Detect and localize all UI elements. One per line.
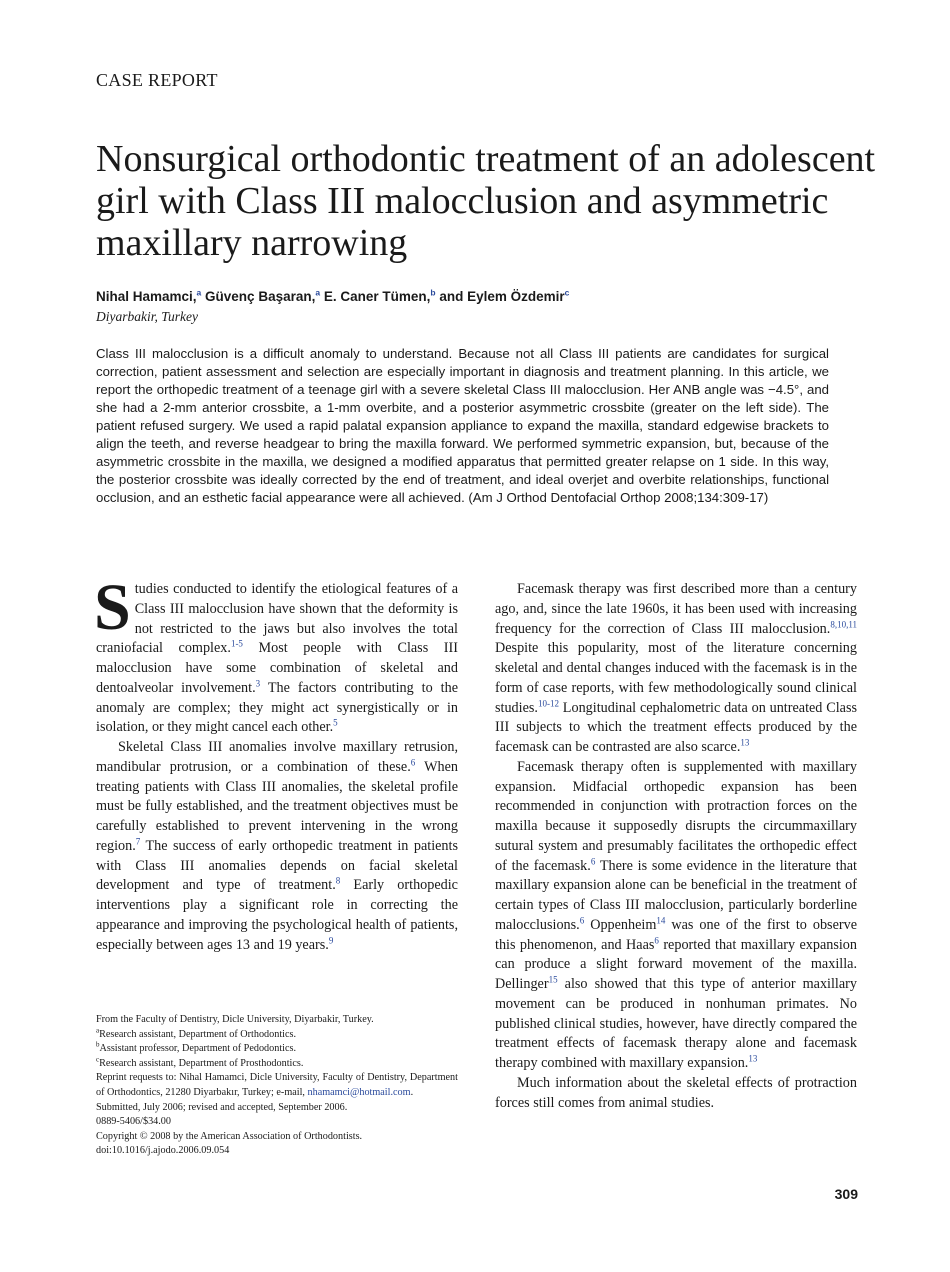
footnote-b: $^b$Assistant professor, Department of Pedodontics. <box>96 1040 297 1055</box>
footnote-copyright: Copyright © 2008 by the American Association of Orthodontists. <box>96 1130 363 1142</box>
footnote-issn: 0889-5406/$34.00 <box>96 1116 171 1128</box>
citation-link[interactable]: 13 <box>740 737 750 748</box>
citation-link[interactable]: 6 <box>590 855 596 866</box>
footnote-institution: From the Faculty of Dentistry, Dicle University, Diyarbakir, Turkey. <box>96 1014 374 1025</box>
footnote-c: $^c$Research assistant, Department of Prosthodontics. <box>96 1055 304 1069</box>
article-type-label: CASE REPORT <box>96 70 218 90</box>
email-link[interactable]: nhamamci@hotmail.com <box>307 1086 411 1098</box>
citation-link[interactable]: 15 <box>548 974 558 985</box>
footnote-doi: doi:10.1016/j.ajodo.2006.09.054 <box>96 1145 230 1157</box>
body-column-right <box>495 580 857 1113</box>
citation-link[interactable]: 3 <box>255 678 261 689</box>
author-affiliation-mark: a <box>315 287 321 298</box>
author-name: E. Caner Tümen, <box>323 289 431 304</box>
body-paragraph: Facemask therapy often is supplemented with maxillary expansion. Midfacial orthopedic expansion has been recommended in conjunction with protraction forces on the maxilla because it supposedly disrupts the circummaxillary sutural system and presumably facilitates the orthopedic effect of the facemask.$^6$ There is some evidence in the literature that maxillary expansion alone can be beneficial in the treatment of certain types of Class III malocclusion, particularly borderline malocclusions.$^6$ Oppenheim$^{14}$ was one of the first to observe this phenomenon, and Haas$^6$ reported that maxillary expansion can produce a slight forward movement of the maxilla. Dellinger$^{15}$ also showed that this type of anterior maxillary movement can be produced in nonhuman primates. No published clinical studies, however, have directly compared the treatment effects of facemask therapy alone and facemask therapy combined with maxillary expansion.$^{13}$ <box>495 758 857 1071</box>
body-paragraph: Facemask therapy was first described more than a century ago, and, since the late 1960s, it has been used with increasing frequency for the correction of Class III malocclusion.$^{8,10,11}$ Despite this popularity, most of the literature concerning skeletal and dental changes induced with the facemask is in the form of case reports, with few methodologically sound clinical studies.$^{10-12}$ Longitudinal cephalometric data on untreated Class III subjects to which the treatment effects produced by the facemask can be contrasted are also scarce.$^{13}$ <box>495 581 857 755</box>
citation-link[interactable]: 10-12 <box>537 697 559 708</box>
citation-link[interactable]: 1-5 <box>230 638 243 649</box>
author-location: Diyarbakir, Turkey <box>96 309 198 324</box>
citation-link[interactable]: 13 <box>748 1053 758 1064</box>
author-affiliation-mark: a <box>196 287 202 298</box>
page-number: 309 <box>834 1186 858 1202</box>
drop-cap: S <box>94 571 131 644</box>
article-title: Nonsurgical orthodontic treatment of an adolescent girl with Class III malocclusion and asymmetric maxillary narrowing <box>96 138 876 264</box>
author-name: Nihal Hamamci, <box>96 289 197 304</box>
author-list <box>96 289 569 304</box>
citation-link[interactable]: 14 <box>656 915 666 926</box>
footnote-a: $^a$Research assistant, Department of Orthodontics. <box>96 1026 297 1040</box>
citation-link[interactable]: 6 <box>410 757 416 768</box>
citation-link[interactable]: 7 <box>135 836 141 847</box>
citation-link[interactable]: 5 <box>333 717 338 728</box>
body-column-left <box>94 571 458 955</box>
author-affiliation-mark: b <box>430 287 436 298</box>
footnotes <box>96 1013 458 1159</box>
author-name: Güvenç Başaran, <box>205 289 316 304</box>
footnote-submitted: Submitted, July 2006; revised and accepted, September 2006. <box>96 1101 348 1113</box>
citation-link[interactable]: 9 <box>328 934 334 945</box>
citation-link[interactable]: 8,10,11 <box>830 618 857 629</box>
author-name: and Eylem Özdemir <box>439 289 565 304</box>
body-paragraph: Studies conducted to identify the etiological features of a Class III malocclusion have shown that the deformity is not restricted to the jaws but also involves the total craniofacial complex.$^{1-5}$ Most people with Class III malocclusion have some combination of skeletal and dentoalveolar involvement.$^3$ The factors contributing to the anomaly are complex; they might act synergistically or in isolation, or they might cancel each other.$^5$ <box>94 571 458 736</box>
citation-link[interactable]: 8 <box>335 875 341 886</box>
footnote-reprint: Reprint requests to: Nihal Hamamci, Dicle University, Faculty of Dentistry, Department of Orthodontics, 21280 Diyarbakır, Turkey; e-mail, nhamamci@hotmail.com. <box>96 1072 458 1098</box>
author-affiliation-mark: c <box>564 287 570 298</box>
abstract: Class III malocclusion is a difficult anomaly to understand. Because not all Class III patients are candidates for surgical correction, patient assessment and selection are especially important in diagnosis and treatment planning. In this article, we report the orthopedic treatment of a teenage girl with a severe skeletal Class III malocclusion. Her ANB angle was −4.5°, and she had a 2-mm anterior crossbite, a 1-mm overbite, and a posterior asymmetric crossbite (greater on the left side). The patient refused surgery. We used a rapid palatal expansion appliance to expand the maxilla, standard edgewise brackets to align the teeth, and reverse headgear to bring the maxilla forward. We performed symmetric expansion, but, because of the asymmetric crossbite in the maxilla, we designed a modified apparatus that permitted greater relapse on 1 side. In this way, the posterior crossbite was ideally corrected by the end of treatment, and ideal overjet and overbite relationships, functional occlusion, and an esthetic facial appearance were all achieved. (Am J Orthod Dentofacial Orthop 2008;134:309-17) <box>96 346 829 505</box>
citation-link[interactable]: 6 <box>654 934 659 945</box>
body-paragraph: Skeletal Class III anomalies involve maxillary retrusion, mandibular protrusion, or a combination of these.$^6$ When treating patients with Class III anomalies, the skeletal profile must be fully established, and the treatment objectives must be carefully established to prevent intervening in the wrong region.$^7$ The success of early orthopedic treatment in patients with Class III anomalies depends on facial skeletal development and type of treatment.$^8$ Early orthopedic interventions play a significant role in correcting the appearance and improving the psychological health of patients, especially between ages 13 and 19 years.$^9$ <box>96 739 458 953</box>
body-paragraph: Much information about the skeletal effects of protraction forces still comes from animal studies. <box>495 1074 857 1111</box>
citation-link[interactable]: 6 <box>579 915 585 926</box>
